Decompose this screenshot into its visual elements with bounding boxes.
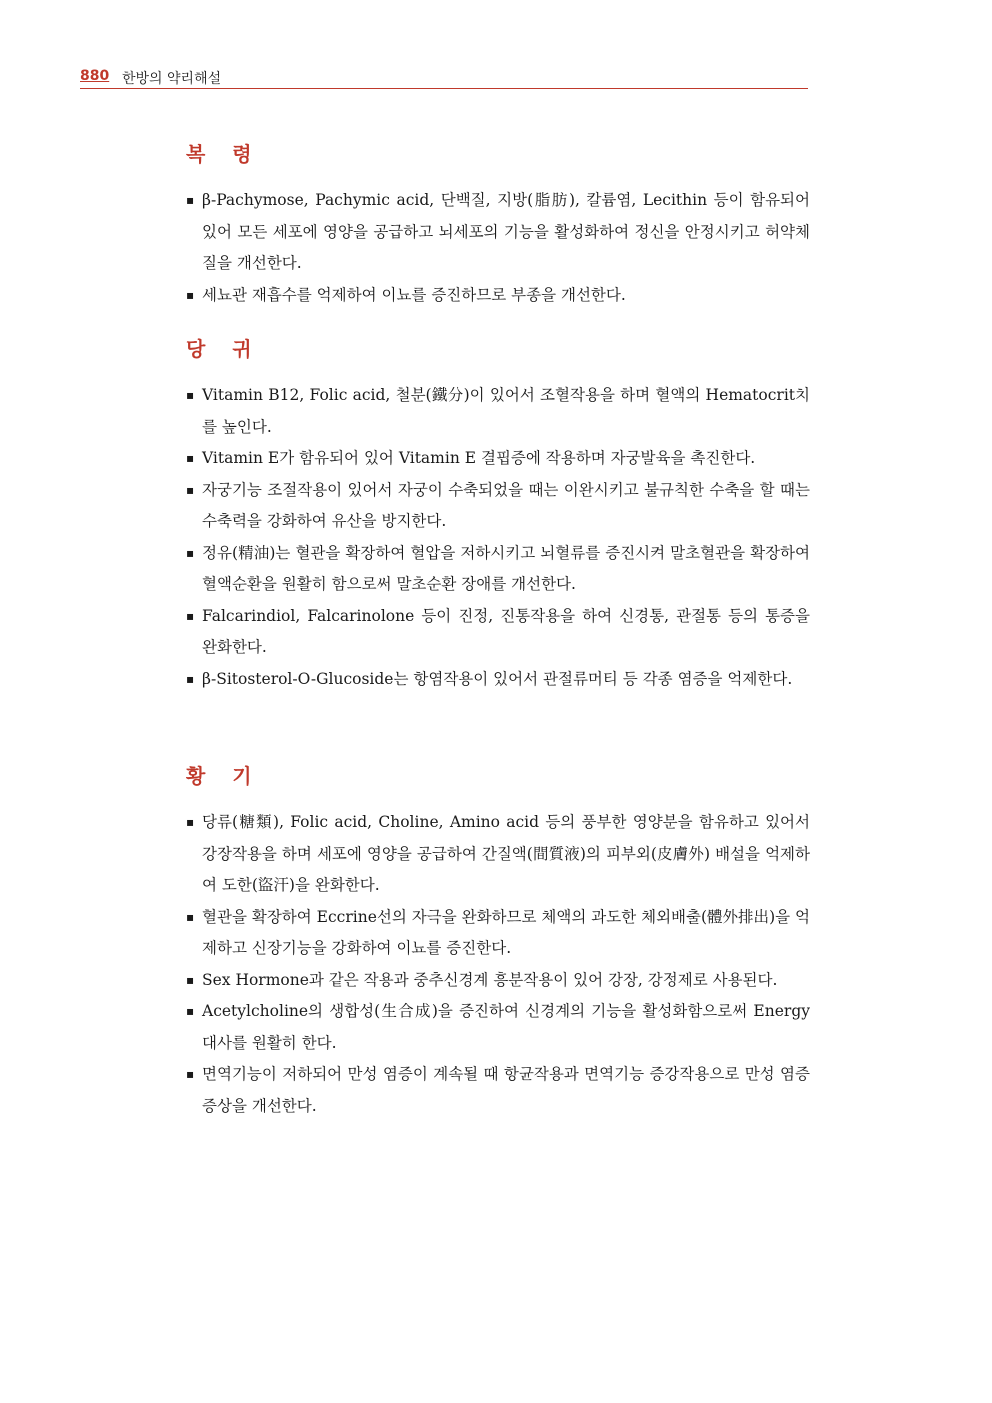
page-number: 880 bbox=[80, 68, 110, 84]
section-poria bbox=[186, 138, 810, 311]
bullet-icon: ▪ bbox=[186, 482, 195, 497]
item-text: 당류(糖類), Folic acid, Choline, Amino acid 등의 풍부한 영양분을 함유하고 있어서 강장작용을 하며 세포에 영양을 공급하여 간질액(間質液)의 피부외(皮膚外) 배설을 억제하여 도한(盜汗)을 완화한다. bbox=[202, 813, 810, 894]
list-item bbox=[186, 1059, 810, 1122]
item-text: Vitamin B12, Folic acid, 철분(鐵分)이 있어서 조혈작용을 하며 혈액의 Hematocrit치를 높인다. bbox=[202, 386, 810, 436]
item-text: β-Sitosterol-O-Glucoside는 항염작용이 있어서 관절류머티 등 각종 염증을 억제한다. bbox=[202, 669, 793, 688]
bullet-icon: ▪ bbox=[186, 451, 195, 465]
list-item bbox=[186, 807, 810, 902]
list-item bbox=[186, 902, 810, 965]
section-title: 복 령 bbox=[186, 142, 262, 166]
book-title: 한방의 약리해설 bbox=[122, 71, 222, 87]
item-text: Sex Hormone과 같은 작용과 중추신경계 흥분작용이 있어 강장, 강정제로 사용된다. bbox=[202, 970, 778, 989]
bullet-icon: ▪ bbox=[186, 287, 195, 302]
item-text: 세뇨관 재흡수를 억제하여 이뇨를 증진하므로 부종을 개선한다. bbox=[202, 285, 626, 304]
section-astragalus bbox=[186, 760, 810, 1122]
list-item bbox=[186, 185, 810, 280]
section-title: 당 귀 bbox=[186, 337, 262, 361]
section-angelica bbox=[186, 333, 810, 695]
list-item bbox=[186, 601, 810, 664]
section-title: 황 기 bbox=[186, 764, 262, 788]
list-item bbox=[186, 380, 810, 443]
bullet-icon: ▪ bbox=[186, 1004, 195, 1018]
item-text: 자궁기능 조절작용이 있어서 자궁이 수축되었을 때는 이완시키고 불규칙한 수축을 할 때는 수축력을 강화하여 유산을 방지한다. bbox=[202, 480, 810, 530]
item-text: 혈관을 확장하여 Eccrine선의 자극을 완화하므로 체액의 과도한 체외배출(體外排出)을 억제하고 신장기능을 강화하여 이뇨를 증진한다. bbox=[202, 907, 810, 957]
item-text: 면역기능이 저하되어 만성 염증이 계속될 때 항균작용과 면역기능 증강작용으로 만성 염증 증상을 개선한다. bbox=[202, 1065, 810, 1115]
item-text: β-Pachymose, Pachymic acid, 단백질, 지방(脂肪), 칼륨염, Lecithin 등이 함유되어 있어 모든 세포에 영양을 공급하고 뇌세포의 기능을 활성화하여 정신을 안정시키고 허약체질을 개선한다. bbox=[202, 191, 810, 272]
list-item bbox=[186, 965, 810, 997]
item-text: Falcarindiol, Falcarinolone 등이 진정, 진통작용을 하여 신경통, 관절통 등의 통증을 완화한다. bbox=[202, 606, 810, 656]
bullet-icon: ▪ bbox=[186, 608, 195, 623]
bullet-icon: ▪ bbox=[186, 909, 195, 924]
bullet-icon: ▪ bbox=[186, 545, 195, 560]
list-item bbox=[186, 443, 810, 475]
bullet-icon: ▪ bbox=[186, 1067, 195, 1081]
list-item bbox=[186, 280, 810, 312]
bullet-icon: ▪ bbox=[186, 388, 195, 402]
bullet-icon: ▪ bbox=[186, 193, 195, 207]
bullet-icon: ▪ bbox=[186, 972, 195, 987]
list-item bbox=[186, 664, 810, 696]
item-text: Acetylcholine의 생합성(生合成)을 증진하여 신경계의 기능을 활성화함으로써 Energy 대사를 원활히 한다. bbox=[202, 1002, 810, 1052]
list-item bbox=[186, 538, 810, 601]
running-header bbox=[80, 66, 808, 89]
item-text: Vitamin E가 함유되어 있어 Vitamin E 결핍증에 작용하며 자궁발육을 촉진한다. bbox=[202, 449, 756, 467]
bullet-icon: ▪ bbox=[186, 671, 195, 686]
bullet-icon: ▪ bbox=[186, 815, 195, 829]
list-item bbox=[186, 996, 810, 1059]
list-item bbox=[186, 475, 810, 538]
item-text: 정유(精油)는 혈관을 확장하여 혈압을 저하시키고 뇌혈류를 증진시켜 말초혈관을 확장하여 혈액순환을 원활히 함으로써 말초순환 장애를 개선한다. bbox=[202, 543, 810, 593]
